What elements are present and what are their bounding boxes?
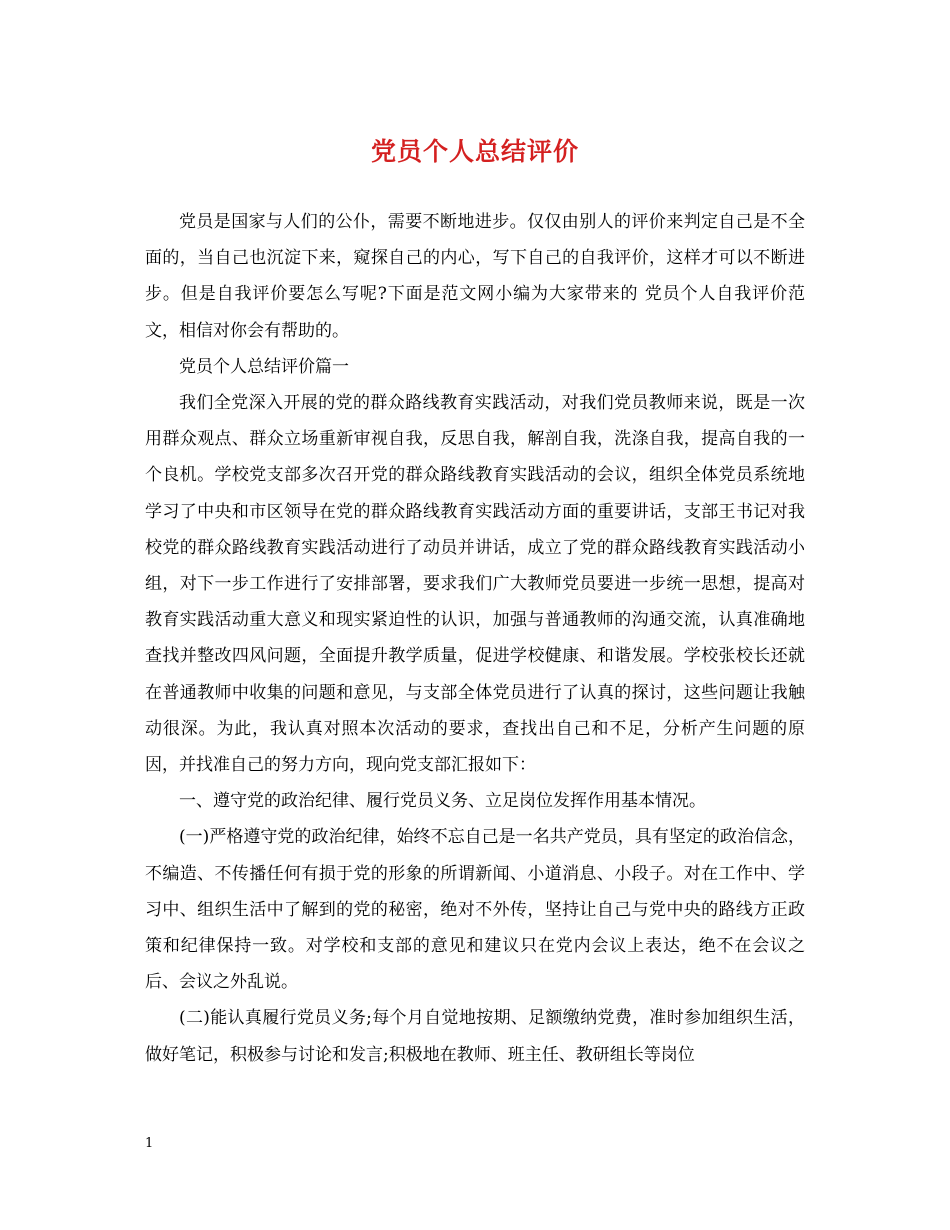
paragraph-main: 我们全党深入开展的党的群众路线教育实践活动，对我们党员教师来说，既是一次用群众观点、群众立场重新审视自我，反思自我，解剖自我，洗涤自我，提高自我的一个良机。学校党支部多次召开党的群众路线教育实践活动的会议，组织全体党员系统地学习了中央和市区领导在党的群众路线教育实践活动方面的重要讲话，支部王书记对我校党的群众路线教育实践活动进行了动员并讲话，成立了党的群众路线教育实践活动小组，对下一步工作进行了安排部署，要求我们广大教师党员要进一步统一思想，提高对教育实践活动重大意义和现实紧迫性的认识，加强与普通教师的沟通交流，认真准确地查找并整改四风问题，全面提升教学质量，促进学校健康、和谐发展。学校张校长还就在普通教师中收集的问题和意见，与支部全体党员进行了认真的探讨，这些问题让我触动很深。为此，我认真对照本次活动的要求，查找出自己和不足，分析产生问题的原因，并找准自己的努力方向，现向党支部汇报如下：: [145, 393, 805, 776]
page-number: 1: [145, 1136, 154, 1151]
document-title: 党员个人总结评价: [370, 137, 579, 166]
paragraph-section-heading: 党员个人总结评价篇一: [179, 356, 349, 377]
paragraph-heading-one: 一、遵守党的政治纪律、履行党员义务、立足岗位发挥作用基本情况。: [179, 791, 706, 812]
paragraph-item-one: (一)严格遵守党的政治纪律，始终不忘自己是一名共产党员，具有坚定的政治信念，不编造、不传播任何有损于党的形象的所谓新闻、小道消息、小段子。对在工作中、学习中、组织生活中了解到的党的秘密，绝对不外传，坚持让自己与党中央的路线方正政策和纪律保持一致。对学校和支部的意见和建议只在党内会议上表达，绝不在会议之后、会议之外乱说。: [145, 827, 805, 993]
paragraph-item-two: (二)能认真履行党员义务;每个月自觉地按期、足额缴纳党费，准时参加组织生活，做好笔记，积极参与讨论和发言;积极地在教师、班主任、教研组长等岗位: [145, 1008, 805, 1065]
paragraph-intro: 党员是国家与人们的公仆，需要不断地进步。仅仅由别人的评价来判定自己是不全面的，当自己也沉淀下来，窥探自己的内心，写下自己的自我评价，这样才可以不断进步。但是自我评价要怎么写呢?下面是范文网小编为大家带来的 党员个人自我评价范文，相信对你会有帮助的。: [145, 212, 805, 341]
document-body: [145, 204, 805, 1073]
